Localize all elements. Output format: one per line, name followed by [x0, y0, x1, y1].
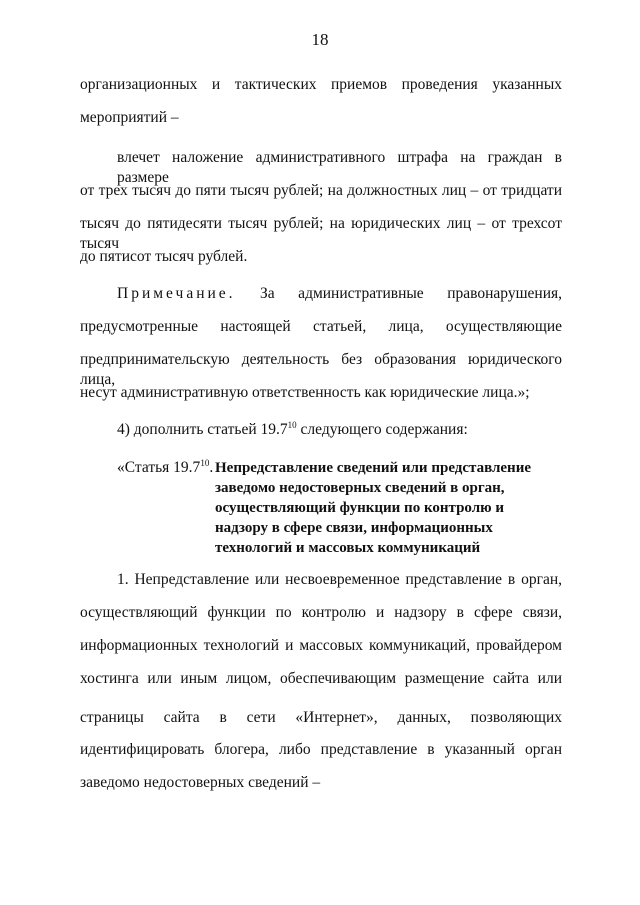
note-label: Примечание.: [117, 285, 236, 302]
amendment-line: 4) дополнить статьей 19.7$^{10}$ следующего содержания:: [117, 420, 468, 438]
text-line: до пятисот тысяч рублей.: [80, 248, 248, 265]
text-line: За административные правонарушения,: [260, 285, 562, 302]
text-line: 1. Непредставление или несвоевременное представление в орган,: [117, 571, 562, 588]
text-line: мероприятий –: [80, 109, 179, 126]
text-line: несут административную ответственность как юридические лица.»;: [80, 384, 530, 401]
text-line: заведомо недостоверных сведений –: [80, 774, 321, 791]
text-line: страницы сайта в сети «Интернет», данных, позволяющих: [80, 709, 562, 726]
page-number: 18: [311, 30, 329, 49]
article-heading-line: осуществляющий функции по контролю и: [215, 500, 504, 516]
text-line: идентифицировать блогера, либо представление в указанный орган: [80, 741, 562, 758]
text-line: тысяч до пятидесяти тысяч рублей; на юридических лиц – от трехсот тысяч: [80, 215, 562, 252]
text-line: влечет наложение административного штрафа на граждан в размере: [117, 149, 562, 186]
text-line: организационных и тактических приемов проведения указанных: [80, 76, 562, 93]
text-line: от трех тысяч до пяти тысяч рублей; на должностных лиц – от тридцати: [80, 182, 562, 199]
article-number: «Статья 19.7$^{10}$.: [117, 458, 214, 476]
article-heading-line: Непредставление сведений или представление: [215, 460, 531, 476]
article-heading-line: технологий и массовых коммуникаций: [215, 540, 481, 556]
text-line: предусмотренные настоящей статьей, лица, осуществляющие: [80, 318, 562, 335]
text-line: информационных технологий и массовых коммуникаций, провайдером: [80, 637, 562, 654]
text-line: хостинга или иным лицом, обеспечивающим размещение сайта или: [80, 670, 562, 687]
article-heading-line: заведомо недостоверных сведений в орган,: [215, 480, 505, 496]
text-line: осуществляющий функции по контролю и надзору в сфере связи,: [80, 604, 562, 621]
text-line: предпринимательскую деятельность без образования юридического лица,: [80, 351, 562, 388]
article-heading-line: надзору в сфере связи, информационных: [215, 520, 493, 536]
